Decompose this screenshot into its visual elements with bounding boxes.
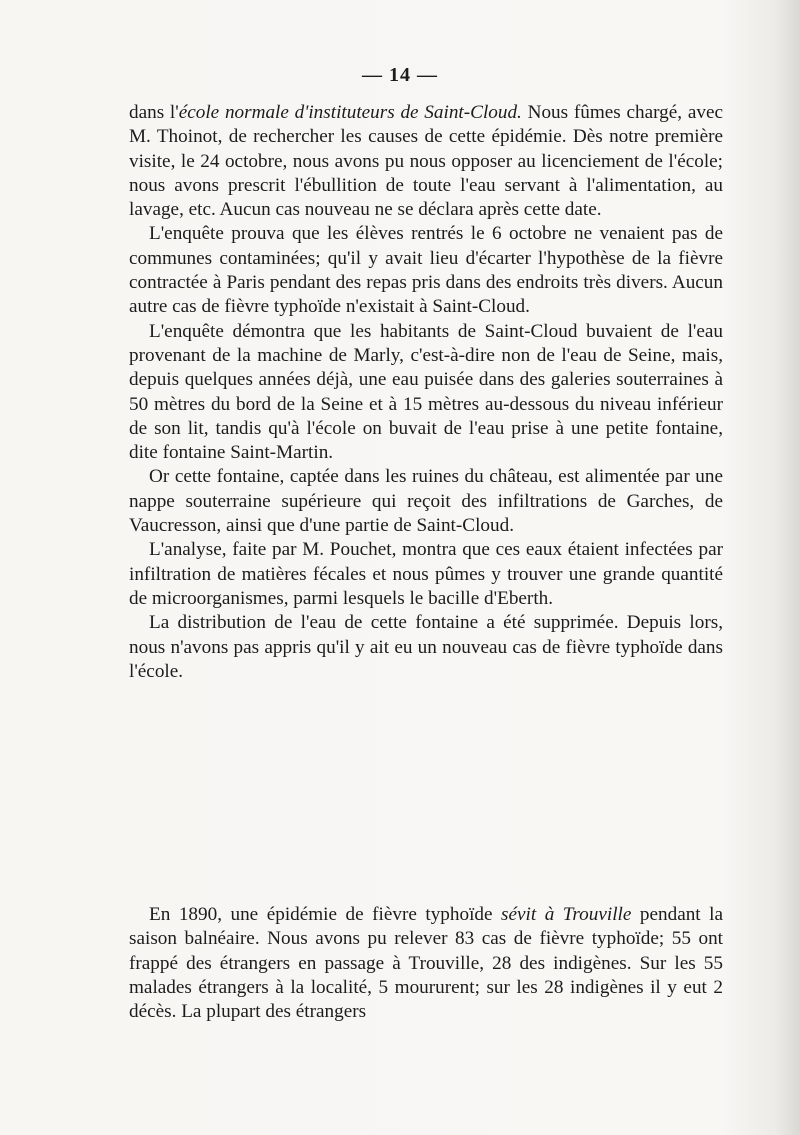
paragraph-trouville <box>129 903 723 1024</box>
text-run: Nous fûmes chargé, avec M. Thoinot, de rechercher les causes de cette épidémie. Dès notre première visite, le 24 octobre, nous avons pu nous opposer au licenciement de l'école; nous avons prescrit l'ébullition de toute l'eau servant à l'alimentation, au lavage, etc. Aucun cas nouveau ne se déclara après cette date. <box>129 102 723 221</box>
text-run: pendant la saison balnéaire. Nous avons pu relever 83 cas de fièvre typhoïde; 55 ont frappé des étrangers en passage à Trouville, 28 des indigènes. Sur les 55 malades étrangers à la localité, 5 moururent; sur les 28 indigènes il y eut 2 décès. La plupart des étrangers <box>129 904 723 1023</box>
paragraph-distribution: La distribution de l'eau de cette fontaine a été supprimée. Depuis lors, nous n'avons pas appris qu'il y ait eu un nouveau cas de fièvre typhoïde dans l'école. <box>129 612 723 682</box>
paragraph-enquete-eleves: L'enquête prouva que les élèves rentrés le 6 octobre ne venaient pas de communes contaminées; qu'il y avait lieu d'écarter l'hypothèse de la fièvre contractée à Paris pendant des repas pris dans des endroits très divers. Aucun autre cas de fièvre typhoïde n'existait à Saint-Cloud. <box>129 223 723 318</box>
italic-location: sévit à Trouville <box>501 904 632 925</box>
paragraph-analyse: L'analyse, faite par M. Pouchet, montra que ces eaux étaient infectées par infiltration de matières fécales et nous pûmes y trouver une grande quantité de microorganismes, parmi lesquels le bacille d'Eberth. <box>129 539 723 609</box>
text-run: dans l' <box>129 102 179 123</box>
text-block-trouville <box>129 903 723 1024</box>
paragraph-ecole-normale <box>129 101 723 222</box>
page-number: — 14 — <box>362 64 438 86</box>
italic-location: école normale d'instituteurs de Saint-Cloud. <box>178 102 522 123</box>
paragraph-fontaine: Or cette fontaine, captée dans les ruines du château, est alimentée par une nappe souterraine supérieure qui reçoit des infiltrations de Garches, de Vaucresson, ainsi que d'une partie de Saint-Cloud. <box>129 466 723 537</box>
paragraph-enquete-eau: L'enquête démontra que les habitants de Saint-Cloud buvaient de l'eau provenant de la machine de Marly, c'est-à-dire non de l'eau de Seine, mais, depuis quelques années déjà, une eau puisée dans des galeries souterraines à 50 mètres du bord de la Seine et à 15 mètres au-dessous du niveau inférieur de son lit, tandis qu'à l'école on buvait de l'eau prise à une petite fontaine, dite fontaine Saint-Martin. <box>129 320 723 464</box>
text-run: En 1890, une épidémie de fièvre typhoïde <box>149 904 502 925</box>
text-block-main <box>129 101 723 684</box>
